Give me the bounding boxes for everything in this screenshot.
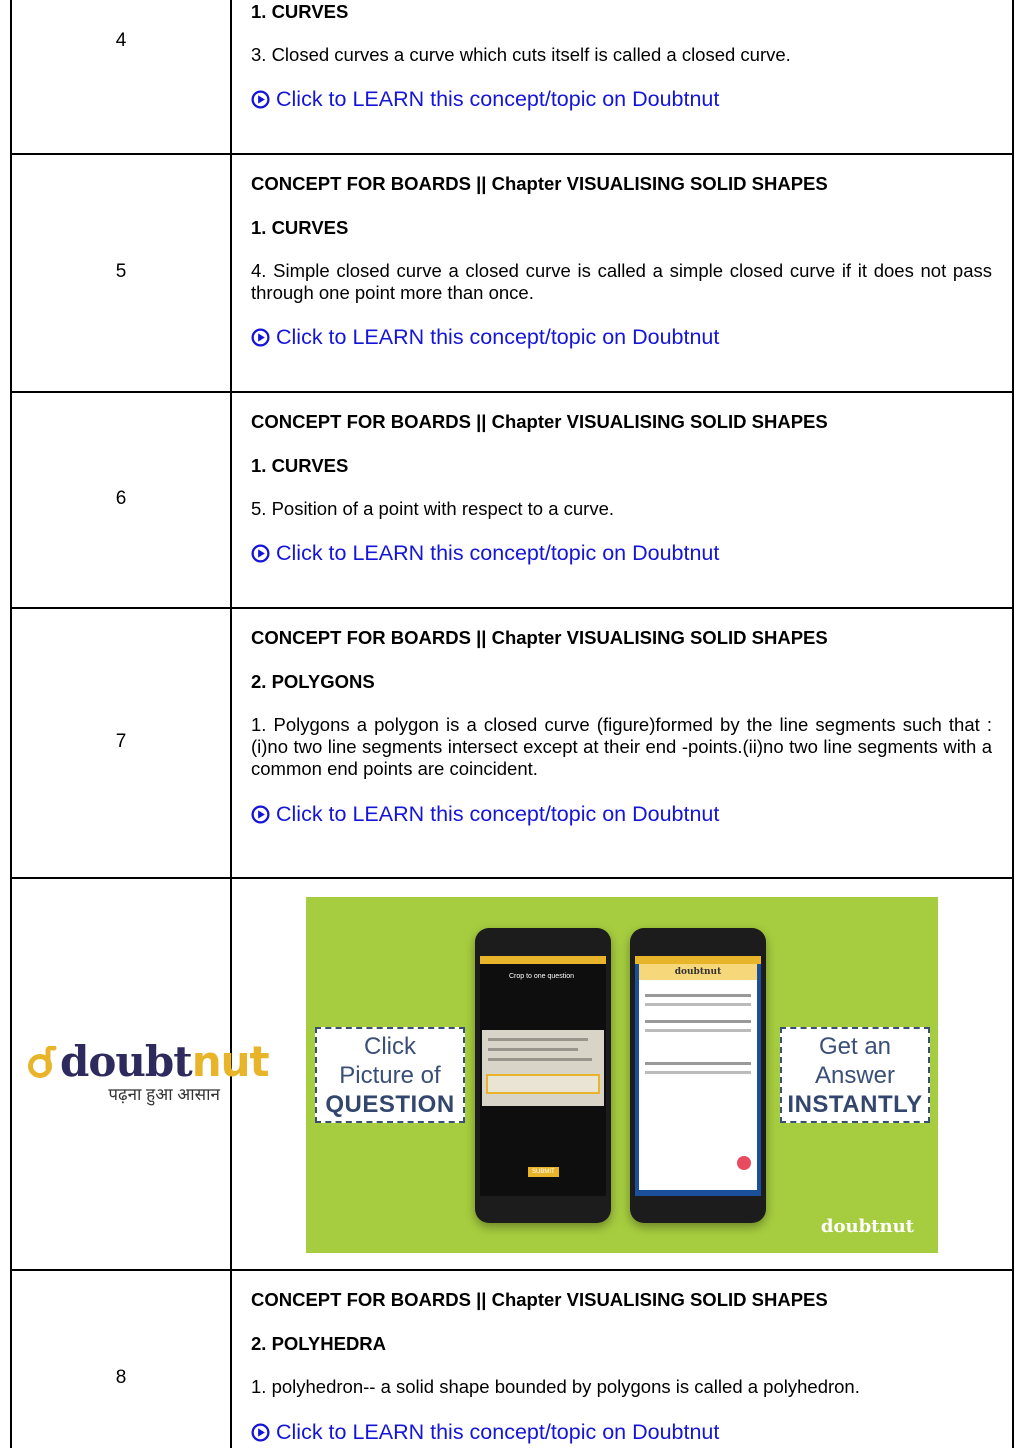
submit-button: SUBMIT (528, 1167, 559, 1177)
play-circle-icon (251, 1423, 270, 1442)
section-heading: 1. CURVES (251, 1, 349, 22)
row-number-cell (12, 609, 232, 877)
status-bar (635, 956, 761, 964)
concept-text: 4. Simple closed curve a closed curve is called a simple closed curve if it does not pass through one point more than once. (251, 260, 992, 303)
phone-mockup-camera (475, 928, 611, 1223)
play-circle-icon (251, 544, 270, 563)
row-number: 8 (115, 1367, 127, 1388)
learn-link[interactable] (251, 541, 719, 566)
chapter-heading: CONCEPT FOR BOARDS || Chapter VISUALISING SOLID SHAPES (251, 627, 828, 648)
concept-text: 1. Polygons a polygon is a closed curve (figure)formed by the line segments such that : (i)no two line segments intersect except at their end -points.(ii)no two line segments with a common end points are coincident. (251, 714, 992, 779)
app-header-brand: doubtnut (639, 964, 757, 980)
play-circle-icon (251, 328, 270, 347)
chapter-heading: CONCEPT FOR BOARDS || Chapter VISUALISING SOLID SHAPES (251, 1289, 828, 1310)
table-row (12, 609, 1012, 879)
app-promo-banner[interactable] (306, 897, 938, 1253)
crop-header: Crop to one question (509, 973, 574, 980)
right-callout (780, 1027, 930, 1123)
left-callout (315, 1027, 465, 1123)
concept-cell (232, 1271, 1012, 1448)
right-callout-line2: Answer (814, 1062, 896, 1089)
learn-link[interactable] (251, 802, 719, 827)
learn-link-label: Click to LEARN this concept/topic on Doubtnut (276, 802, 720, 826)
phone-screen (480, 956, 606, 1196)
section-heading: 2. POLYHEDRA (251, 1333, 387, 1354)
concept-table (10, 0, 1014, 1448)
row-number: 7 (115, 731, 127, 752)
learn-link[interactable] (251, 87, 719, 112)
doubtnut-mark-icon (26, 1046, 60, 1080)
fab-icon (737, 1156, 751, 1170)
table-row (12, 0, 1012, 155)
row-number-cell (12, 393, 232, 607)
left-callout-line2: Picture of (339, 1062, 441, 1089)
banner-cell (232, 879, 1012, 1269)
doubtnut-logo[interactable] (26, 1037, 269, 1105)
right-callout-line1: Get an (818, 1033, 892, 1060)
play-circle-icon (251, 805, 270, 824)
chapter-heading: CONCEPT FOR BOARDS || Chapter VISUALISING SOLID SHAPES (251, 173, 828, 194)
learn-link[interactable] (251, 325, 719, 350)
table-row (12, 393, 1012, 609)
concept-text: 5. Position of a point with respect to a curve. (251, 498, 614, 519)
chapter-heading: CONCEPT FOR BOARDS || Chapter VISUALISING SOLID SHAPES (251, 411, 828, 432)
section-heading: 1. CURVES (251, 217, 349, 238)
row-number-cell (12, 1271, 232, 1448)
concept-text: 1. polyhedron-- a solid shape bounded by polygons is called a polyhedron. (251, 1376, 860, 1397)
table-row (12, 155, 1012, 393)
concept-text: 3. Closed curves a curve which cuts itself is called a closed curve. (251, 44, 791, 65)
row-number-cell (12, 0, 232, 153)
row-number: 5 (115, 261, 127, 282)
concept-cell (232, 155, 1012, 391)
row-number: 6 (115, 488, 127, 509)
left-callout-line1: Click (364, 1033, 416, 1060)
section-heading: 1. CURVES (251, 455, 349, 476)
answer-list (639, 964, 757, 1190)
phone-mockup-answer (630, 928, 766, 1223)
logo-cell (12, 879, 269, 1269)
play-circle-icon (251, 90, 270, 109)
ad-row (12, 879, 1012, 1271)
banner-brand-logo: doubtnut (820, 1216, 914, 1237)
row-number-cell (12, 155, 232, 391)
left-callout-line3: QUESTION (325, 1091, 455, 1118)
learn-link-label: Click to LEARN this concept/topic on Doubtnut (276, 325, 720, 349)
phone-screen (635, 956, 761, 1196)
concept-cell (232, 0, 1012, 153)
status-bar (480, 956, 606, 964)
logo-text-part2: nut (191, 1037, 269, 1086)
question-photo (482, 1030, 604, 1106)
right-callout-line3: INSTANTLY (787, 1091, 923, 1118)
table-row (12, 1271, 1012, 1448)
learn-link[interactable] (251, 1420, 719, 1445)
crop-selection (486, 1074, 600, 1094)
logo-text-part1: doubt (60, 1037, 192, 1086)
row-number: 4 (115, 30, 127, 51)
learn-link-label: Click to LEARN this concept/topic on Doubtnut (276, 541, 720, 565)
logo-tagline: पढ़ना हुआ आसान (108, 1085, 220, 1104)
concept-cell (232, 609, 1012, 877)
learn-link-label: Click to LEARN this concept/topic on Doubtnut (276, 87, 720, 111)
concept-cell (232, 393, 1012, 607)
learn-link-label: Click to LEARN this concept/topic on Doubtnut (276, 1420, 720, 1444)
section-heading: 2. POLYGONS (251, 671, 375, 692)
